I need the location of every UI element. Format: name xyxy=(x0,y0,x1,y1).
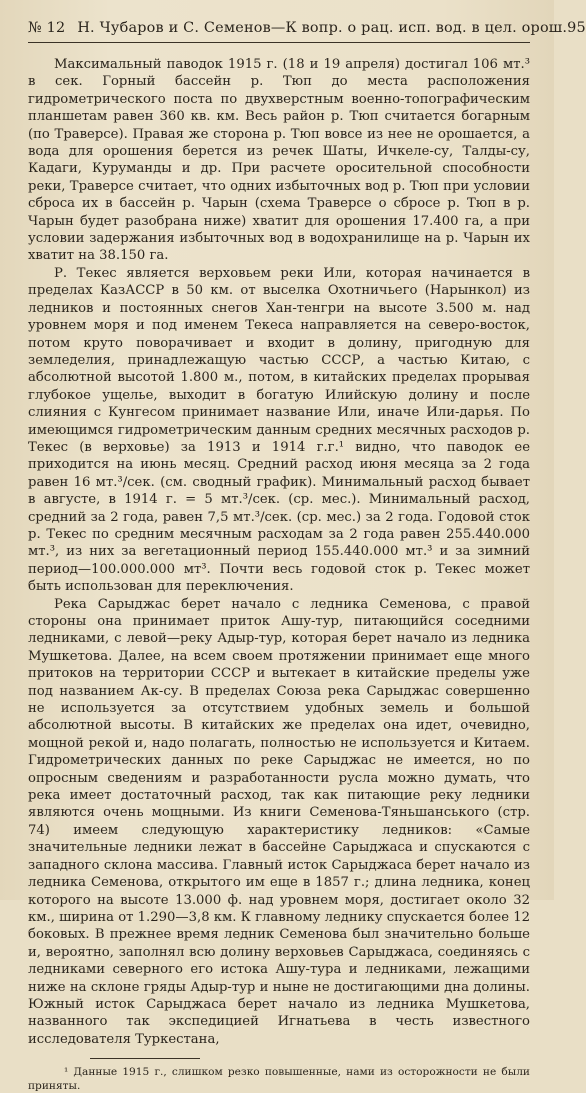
issue-number: № 12 xyxy=(28,20,66,36)
paragraph: Река Сарыджас берет начало с ледника Семенова, с правой стороны она принимает приток Ашу-тур, питающийся соседними ледниками, с левой—реку Адыр-тур, которая берет начало из ледника Мушкетова. Далее, на всем своем протяжении принимает еще много притоков на территории СССР и вытекает в китайские пределы уже под названием Ак-су. В пределах Союза река Сарыджас совершенно не используется за отсутствием удобных земель и большой абсолютной высоты. В китайских же пределах она идет, очевидно, мощной рекой и, надо полагать, полностью не используется и Китаем. Гидрометрических данных по реке Сарыджас не имеется, но по опросным сведениям и разработанности русла можно думать, что река имеет достаточный расход, так как питающие реку ледники являются очень мощными. Из книги Семенова-Тяньшанського (стр. 74) имеем следующую характеристику ледников: «Самые значительные ледники лежат в бассейне Сарыджаса и спускаются с западного склона массива. Главный исток Сарыджаса берет начало из ледника Семенова, открытого им еще в 1857 г.; длина ледника, конец которого на высоте 13.000 ф. над уровнем моря, достигает около 32 км., ширина от 1.290—3,8 км. К главному леднику спускается более 12 боковых. В прежнее время ледник Семенова был значительно больше и, вероятно, заполнял всю долину верховьев Сарыджаса, соединяясь с ледниками северного его истока Ашу-тура и ледниками, лежащими ниже на склоне гряды Адыр-тур и ныне не достигающими дна долины. Южный исток Сарыджаса берет начало из ледника Мушкетова, названного так экспедицией Игнатьева в честь известного исследователя Туркестана, xyxy=(28,596,530,1047)
paragraph: Максимальный паводок 1915 г. (18 и 19 апреля) достигал 106 мт.³ в сек. Горный бассейн р. Тюп до места расположения гидрометрического поста по двухверстным военно-топографическим планшетам равен 360 кв. км. Весь район р. Тюп считается богарным (по Траверсе). Правая же сторона р. Тюп вовсе из нее не орошается, а вода для орошения берется из речек Шаты, Ичкеле-су, Талды-су, Кадаги, Куруманды и др. При расчете оросительной способности реки, Траверсе считает, что одних избыточных вод р. Тюп при условии сброса их в бассейн р. Чарын (схема Траверсе о сбросе р. Тюп в р. Чарын будет разобрана ниже) хватит для орошения 17.400 га, а при условии задержания избыточных вод в водохранилище на р. Чарын их хватит на 38.150 га. xyxy=(28,57,530,264)
footnote: ¹ Данные 1915 г., слишком резко повышенные, нами из осторожности не были приняты. xyxy=(28,1066,530,1093)
body-text xyxy=(28,56,530,1048)
footnote-divider xyxy=(90,1058,200,1059)
paragraph: Р. Текес является верховьем реки Или, которая начинается в пределах КазАССР в 50 км. от выселка Охотничьего (Нарынкол) из ледников и постоянных снегов Хан-тенгри на высоте 3.500 м. над уровнем моря и под именем Текеса направляется на северо-восток, потом круто поворачивает и входит в долину, пригодную для земледелия, принадлежащую частью СССР, а частью Китаю, с абсолютной высотой 1.800 м., потом, в китайских пределах прорывая глубокое ущелье, выходит в богатую Илийскую долину и после слияния с Кунгесом принимает название Или, иначе Или-дарья. По имеющимся гидрометрическим данным средних месячных расходов р. Текес (в верховье) за 1913 и 1914 г.г.¹ видно, что паводок ее приходится на июнь месяц. Средний расход июня месяца за 2 года равен 16 мт.³/сек. (см. сводный график). Минимальный расход бывает в августе, в 1914 г. = 5 мт.³/сек. (ср. мес.). Минимальный расход, средний за 2 года, равен 7,5 мт.³/сек. (ср. мес.) за 2 года. Годовой сток р. Текес по средним месячным расходам за 2 года равен 255.440.000 мт.³, из них за вегетационный период 155.440.000 мт.³ и за зимний период—100.000.000 мт³. Почти весь годовой сток р. Текес может быть использован для переключения. xyxy=(28,265,530,595)
running-header xyxy=(28,20,586,43)
page-number: 95 xyxy=(567,20,586,36)
running-title: Н. Чубаров и С. Семенов—К вопр. о рац. исп. вод. в цел. орош. xyxy=(77,20,568,36)
